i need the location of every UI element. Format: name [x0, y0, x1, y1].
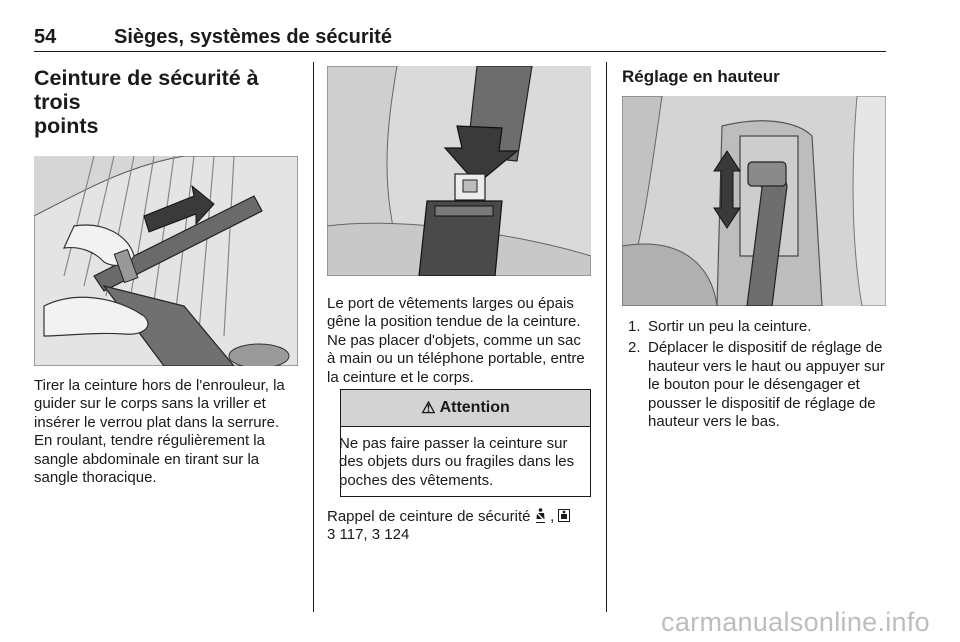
passenger-seatbelt-icon	[558, 509, 570, 525]
column-3	[622, 62, 886, 87]
column-divider	[313, 62, 314, 612]
text-boucler: Tirer la ceinture hors de l'enrouleur, la guider sur le corps sans la vriller et insérer le verrou plat dans la serrure. En roulant, tendre régulièrement la sangle abdominale en tirant sur la sangle thoracique.	[34, 377, 285, 487]
figure-height-adjuster	[622, 96, 886, 306]
comma: ,	[550, 508, 555, 525]
subsection-title-reglage: Réglage en hauteur	[622, 67, 780, 86]
list-item	[622, 318, 886, 336]
step-text: Déplacer le dispositif de réglage de hauteur vers le haut ou appuyer sur le bouton pour le désengager et pousser le dispositif de réglage de hauteur vers le bas.	[648, 339, 885, 431]
ref-arrow-icon: 3	[371, 526, 381, 544]
warning-header	[341, 390, 590, 427]
section-title-line2: points	[34, 114, 99, 138]
step-number: 2.	[628, 339, 641, 357]
reminder-label: Rappel de ceinture de sécurité	[327, 508, 531, 525]
warning-title: Attention	[439, 399, 510, 416]
seatbelt-reminder-icon	[535, 509, 550, 525]
warning-box	[340, 389, 591, 497]
step-text: Sortir un peu la ceinture.	[648, 318, 812, 335]
warning-body	[341, 427, 590, 490]
figure-buckle-latch	[327, 66, 591, 276]
page-number: 54	[34, 26, 57, 48]
column-divider	[606, 62, 607, 612]
step-number: 1.	[628, 318, 641, 335]
page-ref-link[interactable]: 124	[384, 526, 410, 544]
list-item	[622, 339, 886, 431]
section-title	[34, 66, 300, 138]
page-header	[34, 26, 886, 52]
reminder-text	[327, 508, 593, 545]
section-title-line1: Ceinture de sécurité à trois	[34, 66, 259, 114]
watermark: carmanualsonline.info	[661, 607, 930, 637]
warning-triangle-icon: ⚠	[421, 400, 436, 417]
figure-buckle-person	[34, 156, 298, 366]
page-ref-link[interactable]: 117,	[339, 526, 368, 544]
chapter-title: Sièges, systèmes de sécurité	[114, 26, 392, 48]
ref-arrow-icon: 3	[327, 526, 336, 544]
steps-list	[622, 318, 886, 434]
text-clothing: Le port de vêtements larges ou épais gêne la position tendue de la ceinture. Ne pas placer d'objets, comme un sac à main ou un téléphone portable, entre la ceinture et le corps.	[327, 295, 585, 386]
warning-text: Ne pas faire passer la ceinture sur des objets durs ou fragiles dans les poches des vêtements.	[339, 435, 575, 489]
